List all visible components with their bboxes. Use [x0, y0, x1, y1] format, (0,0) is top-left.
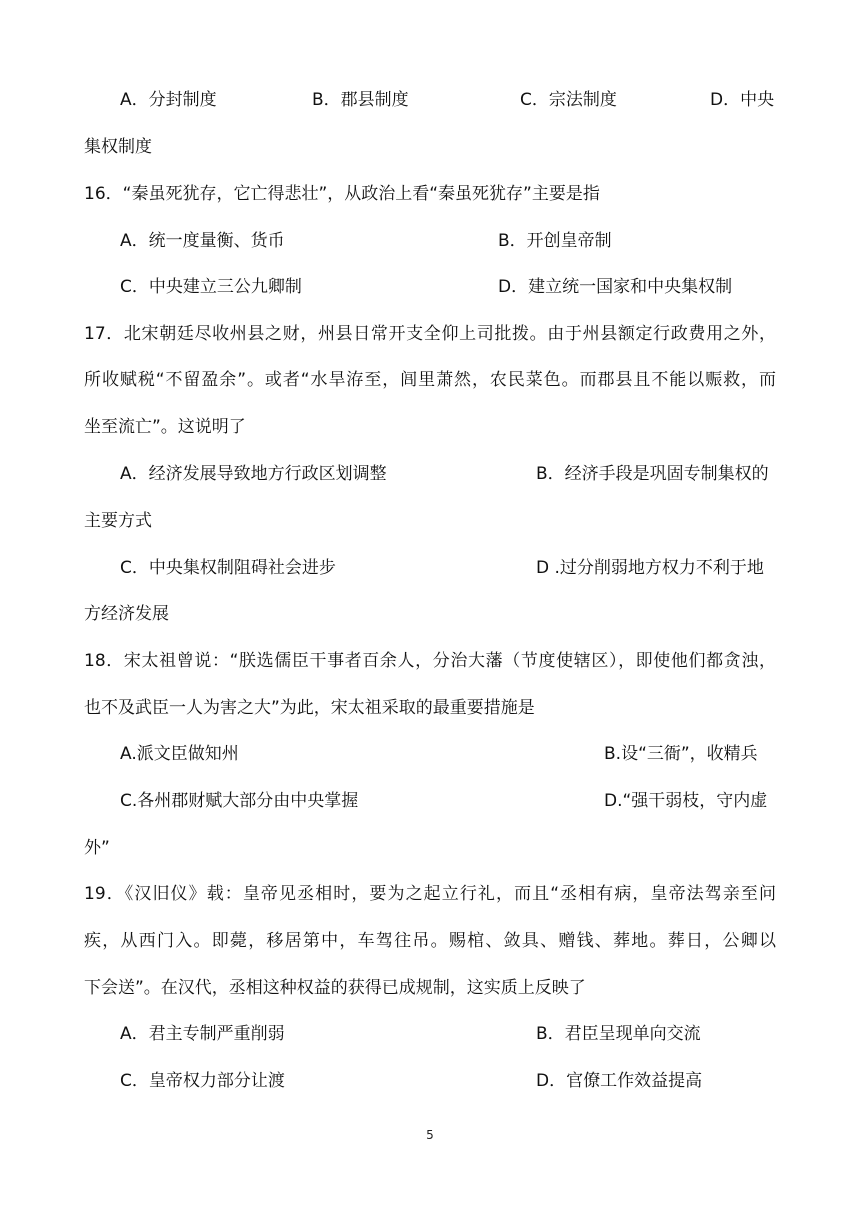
q19-stem-line-2: 疾，从西门入。即薨，移居第中，车驾往吊。赐棺、敛具、赠钱、葬地。葬日，公卿以 — [84, 931, 776, 951]
q17-option-d-continued: 方经济发展 — [84, 604, 169, 624]
q19-option-c: C．皇帝权力部分让渡 — [120, 1071, 285, 1091]
q17-stem-line-3: 坐至流亡”。这说明了 — [84, 417, 246, 437]
q18-option-d-continued: 外” — [84, 838, 110, 858]
q17-option-b: B．经济手段是巩固专制集权的 — [536, 464, 769, 484]
q19-stem-line-3: 下会送”。在汉代，丞相这种权益的获得已成规制，这实质上反映了 — [84, 978, 586, 998]
q18-stem-line-1: 18．宋太祖曾说：“朕选儒臣干事者百余人，分治大藩（节度使辖区），即使他们都贪浊， — [84, 651, 776, 671]
q15-option-a: A．分封制度 — [120, 90, 217, 110]
q18-option-c: C.各州郡财赋大部分由中央掌握 — [120, 791, 359, 811]
q19-stem-line-1: 19．《汉旧仪》载：皇帝见丞相时，要为之起立行礼，而且“丞相有病，皇帝法驾亲至问 — [84, 884, 776, 904]
q16-option-d: D．建立统一国家和中央集权制 — [498, 277, 733, 297]
q19-option-b: B．君臣呈现单向交流 — [536, 1024, 701, 1044]
q15-option-c: C．宗法制度 — [520, 90, 617, 110]
q17-option-a: A．经济发展导致地方行政区划调整 — [120, 464, 387, 484]
q18-option-a: A.派文臣做知州 — [120, 744, 239, 764]
q17-option-b-continued: 主要方式 — [84, 511, 152, 531]
q17-stem-line-1: 17．北宋朝廷尽收州县之财，州县日常开支全仰上司批拨。由于州县额定行政费用之外， — [84, 324, 776, 344]
q17-option-d: D .过分削弱地方权力不利于地 — [536, 558, 764, 578]
q15-option-d-continued: 集权制度 — [84, 137, 152, 157]
q18-option-b: B.设“三衙”，收精兵 — [604, 744, 758, 764]
q18-stem-line-2: 也不及武臣一人为害之大”为此，宋太祖采取的最重要措施是 — [84, 698, 535, 718]
q16-option-a: A．统一度量衡、货币 — [120, 231, 285, 251]
q18-option-d: D.“强干弱枝，守内虚 — [604, 791, 768, 811]
page-number: 5 — [426, 1128, 434, 1142]
q16-option-c: C．中央建立三公九卿制 — [120, 277, 302, 297]
q19-option-a: A．君主专制严重削弱 — [120, 1024, 285, 1044]
q16-stem: 16．“秦虽死犹存，它亡得悲壮”，从政治上看“秦虽死犹存”主要是指 — [84, 184, 600, 204]
q16-option-b: B．开创皇帝制 — [498, 231, 612, 251]
q15-option-d: D．中央 — [710, 90, 775, 110]
q19-option-d: D．官僚工作效益提高 — [536, 1071, 703, 1091]
q17-option-c: C．中央集权制阻碍社会进步 — [120, 558, 336, 578]
q15-option-b: B．郡县制度 — [312, 90, 409, 110]
q17-stem-line-2: 所收赋税“不留盈余”。或者“水旱洊至，闾里萧然，农民菜色。而郡县且不能以赈救，而 — [84, 370, 776, 390]
